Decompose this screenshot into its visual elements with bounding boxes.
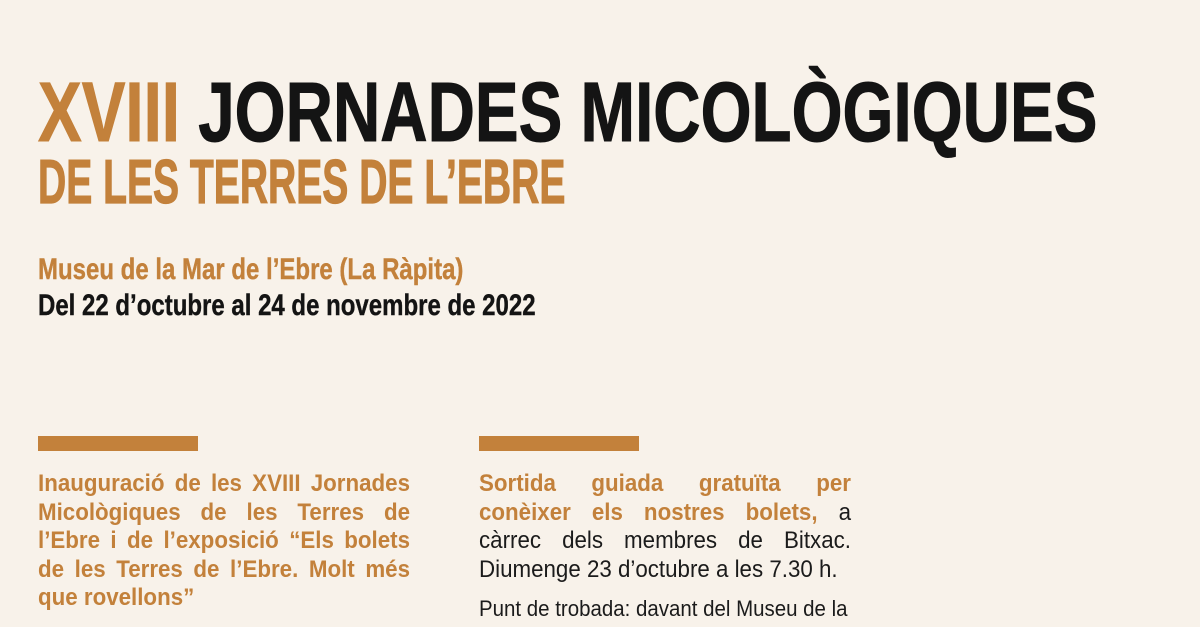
text-segment: a — [817, 498, 852, 526]
excursion-description — [479, 470, 851, 624]
meeting-point-line: Punt de trobada: davant del Museu de la — [479, 596, 848, 621]
venue-line: Museu de la Mar de l’Ebre (La Ràpita) — [38, 253, 464, 286]
inauguration-description — [38, 470, 410, 613]
text-line: que rovellons” — [38, 584, 195, 611]
title-subline: DE LES TERRES DE L’EBRE — [38, 148, 566, 217]
text-line — [479, 499, 851, 528]
section-accent-bar — [479, 436, 639, 451]
main-title — [38, 65, 1098, 159]
section-accent-bar — [38, 436, 198, 451]
text-line: de les Terres de l’Ebre. Molt més — [38, 555, 410, 583]
dates-line: Del 22 d’octubre al 24 de novembre de 2022 — [38, 289, 536, 322]
text-line: Inauguració de les XVIII Jornades — [38, 470, 410, 497]
right-section — [479, 436, 851, 624]
text-line: Micològiques de les Terres de — [38, 498, 410, 526]
title-text: JORNADES MICOLÒGIQUES — [180, 65, 1098, 159]
text-line: Diumenge 23 d’octubre a les 7.30 h. — [479, 555, 838, 583]
text-segment-highlight: conèixer els nostres bolets, — [479, 498, 818, 526]
left-section — [38, 436, 410, 613]
text-line: càrrec dels membres de Bitxac. — [479, 527, 851, 554]
text-line: Sortida guiada gratuïta per — [479, 470, 851, 497]
title-roman-numeral: XVIII — [38, 65, 181, 159]
text-line: l’Ebre i de l’exposició “Els bolets — [38, 527, 410, 554]
